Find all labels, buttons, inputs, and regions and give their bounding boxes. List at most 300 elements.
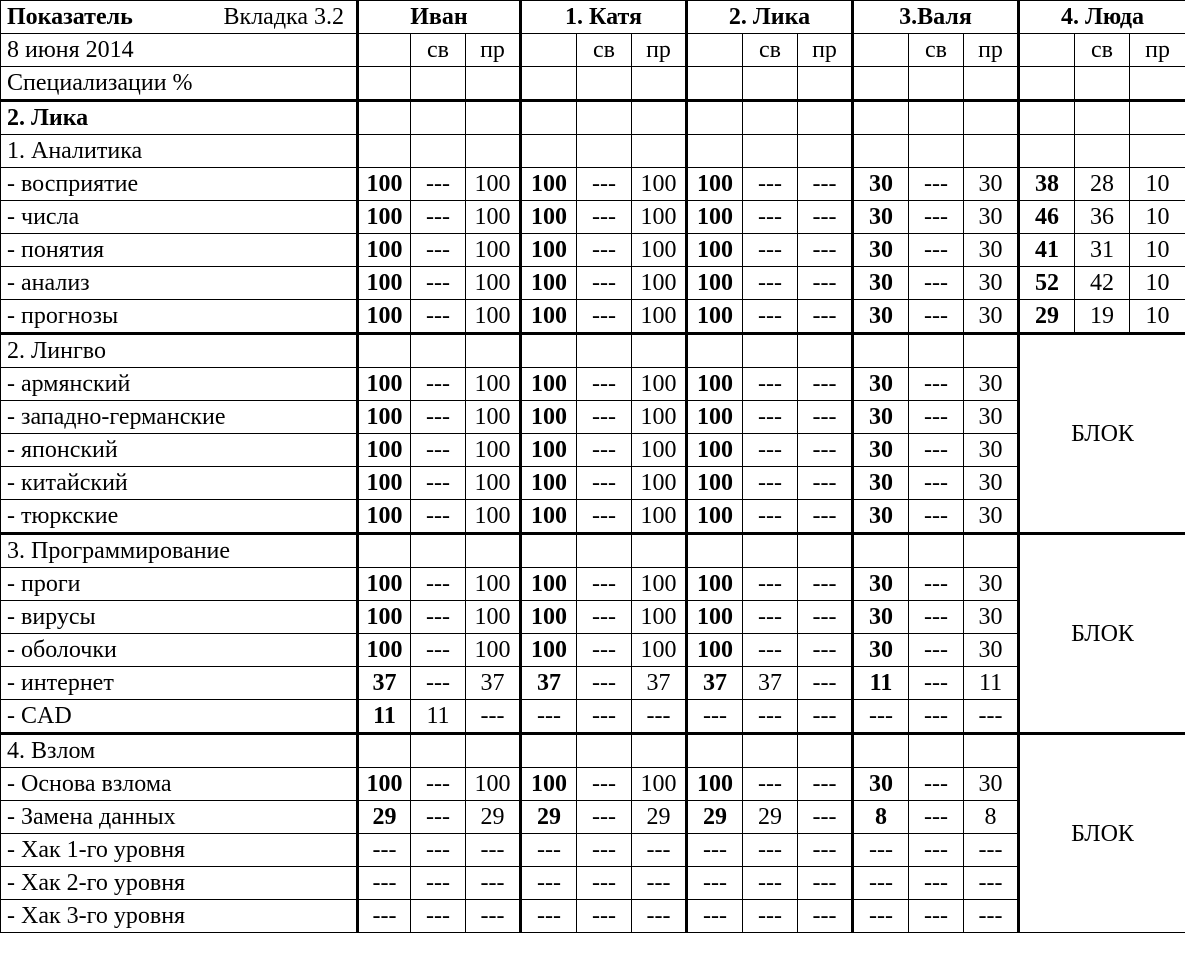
value-cell: ---	[577, 300, 632, 334]
person-header: 3.Валя	[853, 1, 1019, 34]
value-cell: 100	[466, 300, 521, 334]
value-cell: ---	[853, 834, 909, 867]
table-row	[1, 234, 1185, 267]
value-cell: ---	[798, 234, 853, 267]
empty-cell	[521, 734, 577, 768]
empty-cell	[798, 734, 853, 768]
empty-cell	[577, 334, 632, 368]
value-cell: ---	[411, 368, 466, 401]
value-cell: ---	[577, 667, 632, 700]
value-cell: 100	[358, 300, 411, 334]
empty-cell	[687, 734, 743, 768]
value-cell: 100	[687, 201, 743, 234]
empty-cell	[358, 101, 411, 135]
value-cell: 11	[411, 700, 466, 734]
empty-cell	[853, 135, 909, 168]
value-cell: 30	[853, 201, 909, 234]
value-cell: ---	[687, 900, 743, 933]
value-cell: 100	[687, 300, 743, 334]
subheader-total	[1019, 34, 1075, 67]
value-cell: ---	[632, 834, 687, 867]
value-cell: ---	[909, 168, 964, 201]
category-row	[1, 734, 1185, 768]
table-row	[1, 867, 1185, 900]
empty-cell	[798, 534, 853, 568]
value-cell: ---	[577, 700, 632, 734]
value-cell: 37	[687, 667, 743, 700]
value-cell: 100	[687, 634, 743, 667]
value-cell: 100	[466, 201, 521, 234]
value-cell: ---	[358, 867, 411, 900]
value-cell: ---	[798, 801, 853, 834]
row-label: - прогнозы	[1, 300, 358, 334]
empty-cell	[964, 67, 1019, 101]
value-cell: 100	[466, 601, 521, 634]
value-cell: ---	[909, 568, 964, 601]
table-row	[1, 467, 1185, 500]
value-cell: ---	[577, 900, 632, 933]
value-cell: 100	[521, 168, 577, 201]
empty-cell	[1019, 67, 1075, 101]
value-cell: ---	[798, 467, 853, 500]
value-cell: ---	[743, 300, 798, 334]
value-cell: 100	[358, 634, 411, 667]
empty-cell	[964, 334, 1019, 368]
value-cell: ---	[743, 234, 798, 267]
value-cell: 11	[853, 667, 909, 700]
value-cell: 30	[964, 234, 1019, 267]
value-cell: ---	[411, 500, 466, 534]
empty-cell	[743, 135, 798, 168]
row-label: - числа	[1, 201, 358, 234]
subheader-total	[521, 34, 577, 67]
value-cell: ---	[909, 267, 964, 300]
value-cell: ---	[909, 801, 964, 834]
value-cell: ---	[853, 900, 909, 933]
value-cell: ---	[798, 568, 853, 601]
empty-cell	[909, 334, 964, 368]
value-cell: ---	[411, 300, 466, 334]
blok-cell: БЛОК	[1019, 534, 1185, 734]
value-cell: 31	[1075, 234, 1130, 267]
value-cell: ---	[411, 467, 466, 500]
empty-cell	[1130, 135, 1185, 168]
person-header: 4. Люда	[1019, 1, 1185, 34]
category-title: 4. Взлом	[1, 734, 358, 768]
subheader-pr: пр	[632, 34, 687, 67]
header-title-cell	[1, 1, 358, 34]
value-cell: 30	[964, 267, 1019, 300]
value-cell: 37	[521, 667, 577, 700]
value-cell: 30	[964, 601, 1019, 634]
value-cell: ---	[411, 568, 466, 601]
empty-cell	[1075, 135, 1130, 168]
value-cell: 100	[687, 568, 743, 601]
category-row	[1, 334, 1185, 368]
value-cell: ---	[909, 834, 964, 867]
empty-cell	[1130, 101, 1185, 135]
value-cell: 30	[964, 201, 1019, 234]
empty-cell	[521, 67, 577, 101]
value-cell: 100	[632, 500, 687, 534]
empty-cell	[577, 534, 632, 568]
empty-cell	[798, 67, 853, 101]
value-cell: ---	[577, 568, 632, 601]
value-cell: ---	[411, 801, 466, 834]
table-row	[1, 900, 1185, 933]
value-cell: ---	[909, 201, 964, 234]
subheader-pr: пр	[1130, 34, 1185, 67]
empty-cell	[743, 734, 798, 768]
empty-cell	[358, 135, 411, 168]
value-cell: ---	[798, 601, 853, 634]
value-cell: 100	[521, 500, 577, 534]
row-label: - Хак 1-го уровня	[1, 834, 358, 867]
empty-cell	[798, 334, 853, 368]
value-cell: ---	[743, 368, 798, 401]
value-cell: 29	[466, 801, 521, 834]
value-cell: 30	[964, 568, 1019, 601]
specializations-label: Специализации %	[1, 67, 358, 101]
value-cell: 100	[521, 401, 577, 434]
value-cell: ---	[577, 601, 632, 634]
value-cell: ---	[411, 201, 466, 234]
value-cell: 100	[358, 568, 411, 601]
empty-cell	[358, 67, 411, 101]
empty-cell	[687, 67, 743, 101]
empty-cell	[411, 334, 466, 368]
value-cell: 100	[358, 768, 411, 801]
value-cell: ---	[909, 634, 964, 667]
table-row	[1, 801, 1185, 834]
value-cell: 10	[1130, 201, 1185, 234]
value-cell: ---	[687, 834, 743, 867]
value-cell: ---	[632, 700, 687, 734]
empty-cell	[743, 534, 798, 568]
value-cell: 19	[1075, 300, 1130, 334]
value-cell: 100	[358, 467, 411, 500]
value-cell: 10	[1130, 234, 1185, 267]
value-cell: 100	[358, 434, 411, 467]
value-cell: 30	[853, 267, 909, 300]
table-row	[1, 434, 1185, 467]
value-cell: 100	[358, 234, 411, 267]
value-cell: 100	[466, 234, 521, 267]
value-cell: 30	[853, 500, 909, 534]
value-cell: 30	[853, 568, 909, 601]
category-title: 1. Аналитика	[1, 135, 358, 168]
specializations-row	[1, 67, 1185, 101]
empty-cell	[1075, 67, 1130, 101]
subheader-total	[358, 34, 411, 67]
row-label: - китайский	[1, 467, 358, 500]
value-cell: 37	[358, 667, 411, 700]
row-label: - интернет	[1, 667, 358, 700]
value-cell: ---	[466, 700, 521, 734]
empty-cell	[909, 135, 964, 168]
value-cell: 29	[1019, 300, 1075, 334]
value-cell: ---	[466, 834, 521, 867]
table-row	[1, 568, 1185, 601]
value-cell: ---	[577, 634, 632, 667]
value-cell: 10	[1130, 267, 1185, 300]
empty-cell	[687, 534, 743, 568]
row-label: - понятия	[1, 234, 358, 267]
empty-cell	[909, 67, 964, 101]
value-cell: ---	[909, 867, 964, 900]
value-cell: ---	[521, 867, 577, 900]
value-cell: 100	[632, 467, 687, 500]
empty-cell	[964, 135, 1019, 168]
table-row	[1, 401, 1185, 434]
value-cell: ---	[798, 834, 853, 867]
value-cell: 41	[1019, 234, 1075, 267]
empty-cell	[798, 135, 853, 168]
value-cell: 100	[466, 168, 521, 201]
value-cell: ---	[521, 900, 577, 933]
value-cell: 100	[687, 234, 743, 267]
value-cell: ---	[411, 634, 466, 667]
empty-cell	[632, 101, 687, 135]
empty-cell	[358, 534, 411, 568]
empty-cell	[411, 135, 466, 168]
section-title: 2. Лика	[1, 101, 358, 135]
row-label: - Замена данных	[1, 801, 358, 834]
value-cell: ---	[743, 900, 798, 933]
value-cell: 100	[358, 500, 411, 534]
empty-cell	[577, 734, 632, 768]
value-cell: 100	[632, 768, 687, 801]
value-cell: ---	[743, 201, 798, 234]
value-cell: ---	[798, 700, 853, 734]
value-cell: ---	[798, 667, 853, 700]
value-cell: 30	[964, 634, 1019, 667]
value-cell: 100	[632, 401, 687, 434]
empty-cell	[358, 734, 411, 768]
empty-cell	[1019, 101, 1075, 135]
value-cell: 100	[358, 201, 411, 234]
value-cell: ---	[798, 168, 853, 201]
value-cell: ---	[577, 834, 632, 867]
value-cell: ---	[909, 434, 964, 467]
row-label: - Хак 3-го уровня	[1, 900, 358, 933]
empty-cell	[909, 534, 964, 568]
value-cell: 29	[743, 801, 798, 834]
value-cell: 28	[1075, 168, 1130, 201]
person-header: Иван	[358, 1, 521, 34]
value-cell: 100	[466, 467, 521, 500]
value-cell: 100	[687, 401, 743, 434]
value-cell: 100	[358, 601, 411, 634]
value-cell: ---	[411, 234, 466, 267]
value-cell: 30	[964, 401, 1019, 434]
empty-cell	[466, 135, 521, 168]
empty-cell	[853, 334, 909, 368]
value-cell: ---	[577, 201, 632, 234]
value-cell: 30	[853, 401, 909, 434]
table-row	[1, 768, 1185, 801]
value-cell: ---	[798, 867, 853, 900]
value-cell: 100	[466, 267, 521, 300]
value-cell: ---	[577, 368, 632, 401]
table-row	[1, 267, 1185, 300]
empty-cell	[632, 734, 687, 768]
table-row	[1, 667, 1185, 700]
header-row-subcols	[1, 34, 1185, 67]
value-cell: ---	[632, 900, 687, 933]
value-cell: ---	[964, 867, 1019, 900]
value-cell: ---	[909, 768, 964, 801]
value-cell: 100	[521, 234, 577, 267]
value-cell: 30	[964, 300, 1019, 334]
value-cell: ---	[577, 801, 632, 834]
value-cell: 100	[521, 634, 577, 667]
value-cell: ---	[411, 900, 466, 933]
value-cell: 37	[743, 667, 798, 700]
row-label: - Основа взлома	[1, 768, 358, 801]
empty-cell	[1130, 67, 1185, 101]
empty-cell	[964, 101, 1019, 135]
value-cell: ---	[743, 700, 798, 734]
row-label: - проги	[1, 568, 358, 601]
value-cell: 100	[521, 568, 577, 601]
value-cell: ---	[909, 467, 964, 500]
value-cell: ---	[687, 700, 743, 734]
value-cell: ---	[466, 867, 521, 900]
value-cell: ---	[411, 168, 466, 201]
value-cell: ---	[798, 300, 853, 334]
empty-cell	[743, 101, 798, 135]
empty-cell	[521, 135, 577, 168]
value-cell: ---	[909, 700, 964, 734]
value-cell: 100	[687, 500, 743, 534]
empty-cell	[466, 67, 521, 101]
value-cell: 8	[964, 801, 1019, 834]
value-cell: ---	[964, 834, 1019, 867]
person-header: 1. Катя	[521, 1, 687, 34]
table-row	[1, 201, 1185, 234]
value-cell: ---	[411, 768, 466, 801]
value-cell: 37	[466, 667, 521, 700]
empty-cell	[909, 101, 964, 135]
subheader-sv: св	[1075, 34, 1130, 67]
row-label: - тюркские	[1, 500, 358, 534]
value-cell: 100	[687, 368, 743, 401]
table-row	[1, 368, 1185, 401]
tab-label: Вкладка 3.2	[223, 4, 344, 30]
value-cell: 100	[632, 300, 687, 334]
subheader-total	[853, 34, 909, 67]
value-cell: ---	[411, 434, 466, 467]
empty-cell	[853, 734, 909, 768]
value-cell: ---	[687, 867, 743, 900]
value-cell: 100	[632, 168, 687, 201]
value-cell: ---	[577, 267, 632, 300]
value-cell: 11	[358, 700, 411, 734]
empty-cell	[521, 101, 577, 135]
value-cell: 100	[358, 368, 411, 401]
value-cell: 30	[853, 168, 909, 201]
empty-cell	[411, 101, 466, 135]
value-cell: ---	[743, 768, 798, 801]
empty-cell	[466, 534, 521, 568]
value-cell: ---	[577, 234, 632, 267]
category-row	[1, 534, 1185, 568]
table-row	[1, 601, 1185, 634]
value-cell: ---	[909, 368, 964, 401]
empty-cell	[964, 534, 1019, 568]
value-cell: ---	[798, 401, 853, 434]
value-cell: 100	[466, 634, 521, 667]
value-cell: ---	[743, 834, 798, 867]
value-cell: 30	[964, 168, 1019, 201]
value-cell: ---	[909, 500, 964, 534]
row-label: - армянский	[1, 368, 358, 401]
subheader-total	[687, 34, 743, 67]
value-cell: ---	[521, 834, 577, 867]
value-cell: ---	[358, 900, 411, 933]
value-cell: 100	[687, 601, 743, 634]
value-cell: ---	[909, 300, 964, 334]
value-cell: 100	[632, 568, 687, 601]
value-cell: ---	[577, 467, 632, 500]
empty-cell	[687, 135, 743, 168]
table-row	[1, 300, 1185, 334]
category-title: 3. Программирование	[1, 534, 358, 568]
value-cell: ---	[743, 401, 798, 434]
empty-cell	[358, 334, 411, 368]
category-title: 2. Лингво	[1, 334, 358, 368]
value-cell: 100	[521, 768, 577, 801]
subheader-sv: св	[743, 34, 798, 67]
empty-cell	[466, 734, 521, 768]
empty-cell	[632, 67, 687, 101]
value-cell: ---	[798, 634, 853, 667]
value-cell: ---	[798, 201, 853, 234]
value-cell: 36	[1075, 201, 1130, 234]
value-cell: ---	[909, 900, 964, 933]
value-cell: 29	[687, 801, 743, 834]
value-cell: 100	[521, 267, 577, 300]
value-cell: 30	[964, 467, 1019, 500]
value-cell: 100	[687, 434, 743, 467]
empty-cell	[411, 734, 466, 768]
value-cell: 100	[521, 300, 577, 334]
value-cell: ---	[743, 867, 798, 900]
value-cell: ---	[577, 500, 632, 534]
table-row	[1, 634, 1185, 667]
value-cell: 100	[521, 601, 577, 634]
row-label: - западно-германские	[1, 401, 358, 434]
value-cell: ---	[743, 168, 798, 201]
value-cell: 10	[1130, 300, 1185, 334]
value-cell: ---	[798, 267, 853, 300]
value-cell: 100	[521, 368, 577, 401]
value-cell: ---	[743, 267, 798, 300]
value-cell: 100	[632, 434, 687, 467]
value-cell: 30	[964, 434, 1019, 467]
value-cell: ---	[743, 568, 798, 601]
value-cell: 29	[521, 801, 577, 834]
page-title: Показатель	[7, 4, 133, 30]
empty-cell	[853, 67, 909, 101]
empty-cell	[577, 101, 632, 135]
table-row	[1, 168, 1185, 201]
value-cell: ---	[743, 467, 798, 500]
value-cell: 46	[1019, 201, 1075, 234]
empty-cell	[521, 334, 577, 368]
value-cell: 30	[964, 768, 1019, 801]
